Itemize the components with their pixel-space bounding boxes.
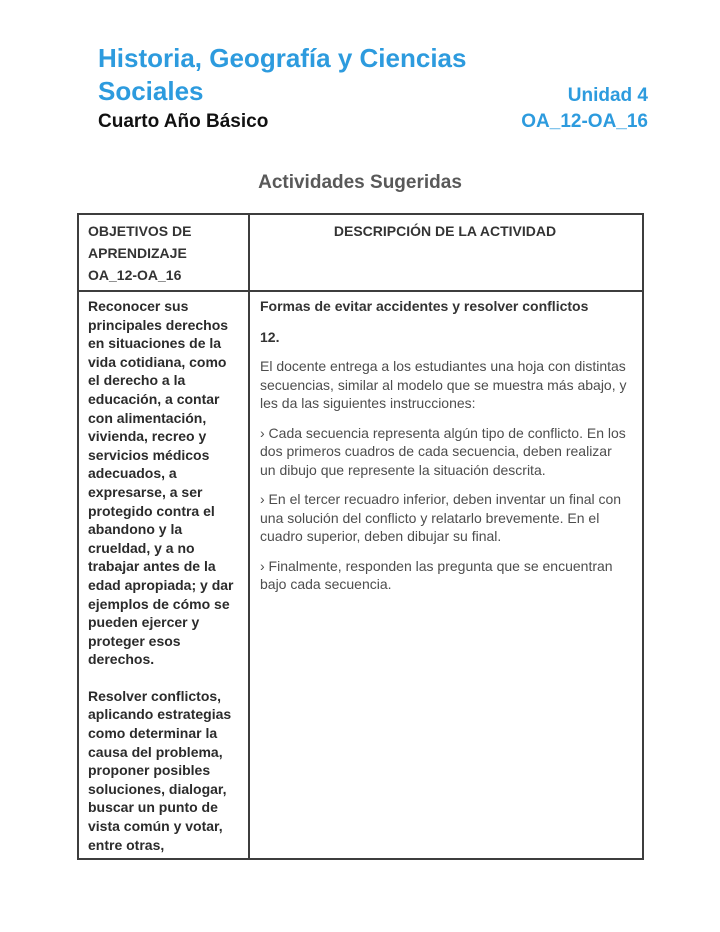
column-header-description: DESCRIPCIÓN DE LA ACTIVIDAD — [333, 223, 557, 239]
activity-bullet-1: › Cada secuencia representa algún tipo de conflicto. En los dos primeros cuadros de cada secuencia, deben realizar un dibujo que represente la situación descrita. — [260, 424, 626, 478]
course-title-line2: Sociales — [98, 76, 204, 106]
section-title: Actividades Sugeridas — [258, 172, 462, 193]
header-left — [98, 42, 466, 134]
grade-subtitle: Cuarto Año Básico — [98, 111, 269, 132]
objectives-cell — [79, 292, 250, 858]
activity-intro: El docente entrega a los estudiantes una hoja con distintas secuencias, similar al modelo que se muestra más abajo, y les da las siguientes instrucciones: — [260, 358, 627, 411]
description-cell — [250, 292, 642, 858]
course-title-line1: Historia, Geografía y Ciencias — [98, 43, 467, 73]
document-header — [98, 42, 648, 134]
activity-bullet-3: › Finalmente, responden las pregunta que se encuentran bajo cada secuencia. — [260, 557, 613, 592]
activity-number: 12. — [260, 328, 280, 345]
unit-label: Unidad 4 — [567, 85, 648, 106]
objective-paragraph-2: Resolver conflictos, aplicando estrategias como determinar la causa del problema, proponer posibles soluciones, dialogar, buscar un punto de vista común y votar, entre otras, — [88, 687, 232, 853]
activities-table — [77, 213, 644, 860]
table-body-row — [79, 292, 642, 858]
header-right — [521, 83, 648, 134]
oa-range-label: OA_12-OA_16 — [521, 111, 648, 132]
course-title — [98, 42, 466, 108]
activity-heading: Formas de evitar accidentes y resolver conflictos — [260, 298, 589, 314]
table-header-row — [79, 215, 642, 292]
activity-bullet-2: › En el tercer recuadro inferior, deben inventar un final con una solución del conflicto y relatarlo brevemente. En el cuadro superior, deben dibujar su final. — [260, 491, 622, 544]
objective-paragraph-1: Reconocer sus principales derechos en situaciones de la vida cotidiana, como el derecho a la educación, a contar con alimentación, vivienda, recreo y servicios médicos adecuados, a expresarse, a ser protegido contra el abandono y la crueldad, y a no trabajar antes de la edad apropiada; y dar ejemplos de cómo se pueden ejercer y proteger esos derechos. — [88, 298, 234, 668]
column-header-objectives: OBJETIVOS DE APRENDIZAJE OA_12-OA_16 — [79, 215, 250, 290]
